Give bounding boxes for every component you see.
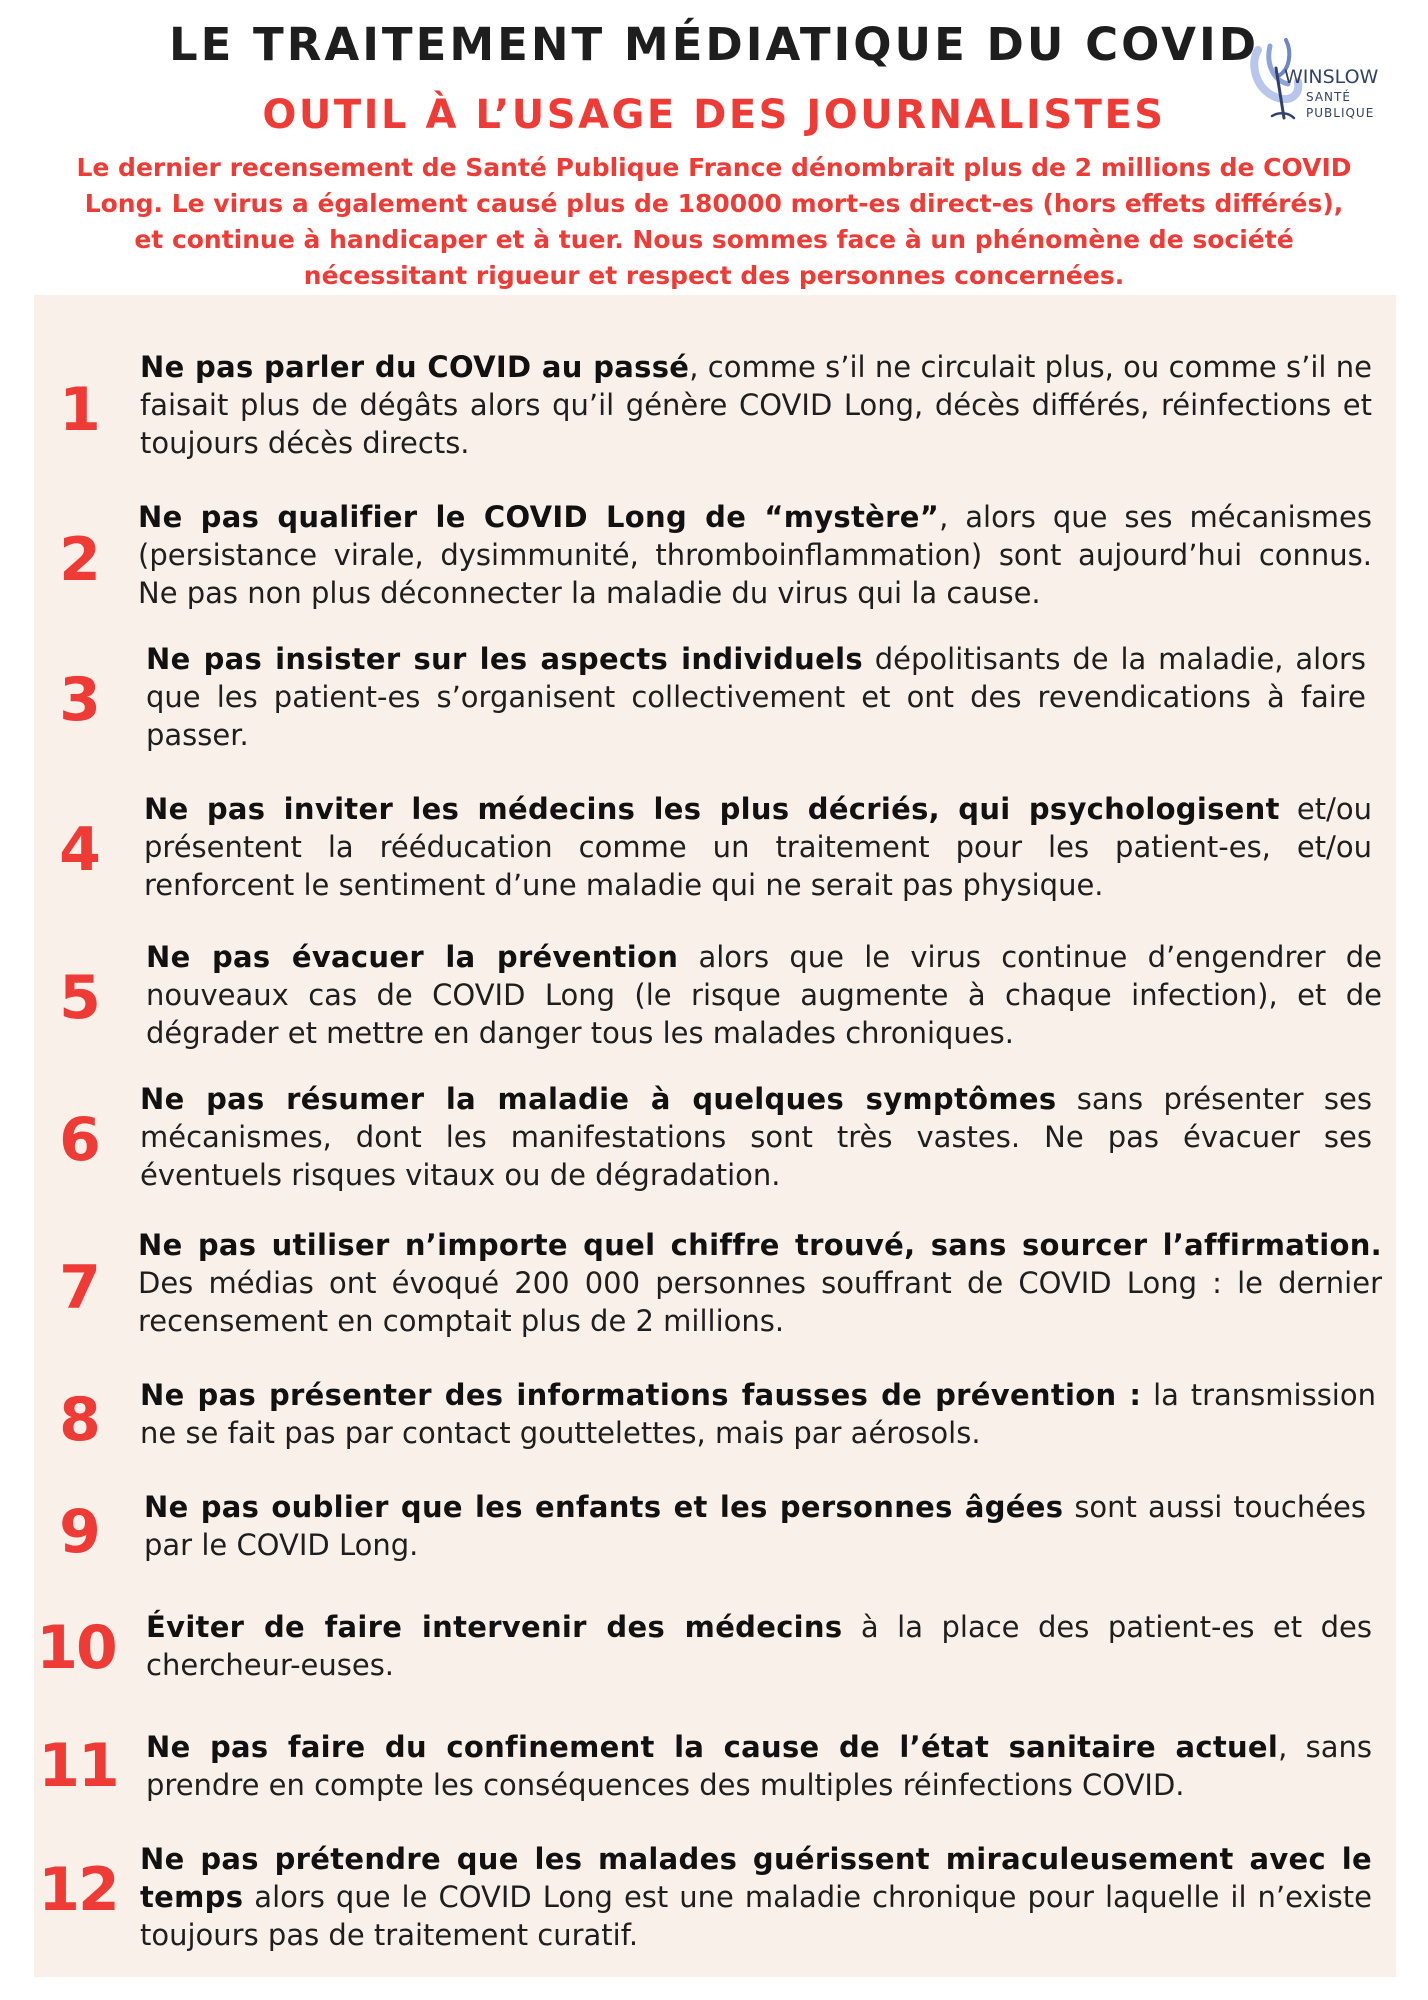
rule-number: 10 xyxy=(36,1613,116,1683)
rule-heading: Ne pas insister sur les aspects individuels xyxy=(146,642,863,676)
page-title: LE TRAITEMENT MÉDIATIQUE DU COVID xyxy=(168,18,1260,71)
logo-subline-1: SANTÉ xyxy=(1306,90,1351,104)
rule-detail: à la place des patient-es et des chercheur-euses. xyxy=(146,1610,1372,1682)
logo-name: WINSLOW xyxy=(1284,66,1379,88)
rule-number: 1 xyxy=(59,375,99,445)
rule-text xyxy=(140,1080,1372,1194)
rule-text xyxy=(144,1488,1366,1564)
rule-detail: et/ou présentent la rééducation comme un traitement pour les patient-es, et/ou renforcent le sentiment d’une maladie qui ne serait pas physique. xyxy=(144,792,1373,902)
rule-heading: Ne pas utiliser n’importe quel chiffre trouvé, sans sourcer l’affirmation. xyxy=(138,1228,1382,1262)
rule-number: 5 xyxy=(59,963,99,1033)
rule-number: 8 xyxy=(59,1385,99,1455)
rule-heading: Ne pas oublier que les enfants et les personnes âgées xyxy=(144,1490,1064,1524)
rule-detail: la transmission ne se fait pas par contact gouttelettes, mais par aérosols. xyxy=(140,1378,1376,1450)
rule-detail: , sans prendre en compte les conséquences des multiples réinfections COVID. xyxy=(146,1730,1373,1802)
rule-number: 9 xyxy=(59,1497,99,1567)
rule-number: 11 xyxy=(38,1731,118,1801)
rule-number: 4 xyxy=(59,815,99,885)
rule-detail: alors que le virus continue d’engendrer de nouveaux cas de COVID Long (le risque augmente à chaque infection), et de dégrader et mettre en danger tous les malades chroniques. xyxy=(146,940,1383,1050)
rule-number: 6 xyxy=(59,1105,99,1175)
rule-heading: Ne pas présenter des informations fausses de prévention : xyxy=(140,1378,1142,1412)
rule-text xyxy=(146,1728,1372,1804)
rule-detail: alors que le COVID Long est une maladie chronique pour laquelle il n’existe toujours pas de traitement curatif. xyxy=(140,1880,1372,1952)
rule-number: 12 xyxy=(38,1855,118,1925)
rule-detail: dépolitisants de la maladie, alors que les patient-es s’organisent collectivement et ont des revendications à faire passer. xyxy=(146,642,1366,752)
rule-text xyxy=(138,498,1372,612)
logo-subline-2: PUBLIQUE xyxy=(1306,106,1375,120)
rule-number: 7 xyxy=(59,1253,99,1323)
rule-heading: Ne pas prétendre que les malades guérissent miraculeusement avec le temps xyxy=(140,1842,1372,1914)
rule-heading: Ne pas résumer la maladie à quelques symptômes xyxy=(140,1082,1057,1116)
page-subtitle: OUTIL À L’USAGE DES JOURNALISTES xyxy=(262,92,1166,138)
rule-number: 2 xyxy=(59,525,99,595)
rule-heading: Ne pas parler du COVID au passé xyxy=(140,350,690,384)
rule-detail: , alors que ses mécanismes (persistance virale, dysimmunité, thromboinflammation) sont aujourd’hui connus. Ne pas non plus déconnecter la maladie du virus qui la cause. xyxy=(138,500,1373,610)
rule-detail: Des médias ont évoqué 200 000 personnes souffrant de COVID Long : le dernier recensement en comptait plus de 2 millions. xyxy=(138,1266,1382,1338)
rule-text xyxy=(146,938,1382,1052)
rule-heading: Ne pas évacuer la prévention xyxy=(146,940,679,974)
winslow-logo xyxy=(1248,32,1378,132)
rule-text xyxy=(138,1226,1382,1340)
rule-detail: , comme s’il ne circulait plus, ou comme s’il ne faisait plus de dégâts alors qu’il génère COVID Long, décès différés, réinfections et toujours décès directs. xyxy=(140,350,1372,460)
rule-text xyxy=(140,1376,1376,1452)
rule-text xyxy=(146,640,1366,754)
rule-text xyxy=(146,1608,1372,1684)
rule-text xyxy=(140,1840,1372,1954)
rule-detail: sont aussi touchées par le COVID Long. xyxy=(144,1490,1366,1562)
rule-heading: Éviter de faire intervenir des médecins xyxy=(146,1610,843,1644)
rule-text xyxy=(144,790,1372,904)
intro-paragraph: Le dernier recensement de Santé Publique France dénombrait plus de 2 millions de COVID Long. Le virus a également causé plus de 180000 mort-es direct-es (hors effets différés), et continue à handicaper et à tuer. Nous sommes face à un phénomène de société nécessitant rigueur et respect des personnes concernées. xyxy=(76,153,1352,290)
rule-detail: sans présenter ses mécanismes, dont les manifestations sont très vastes. Ne pas évacuer ses éventuels risques vitaux ou de dégradation. xyxy=(140,1082,1372,1192)
rule-number: 3 xyxy=(59,665,99,735)
rule-heading: Ne pas faire du confinement la cause de l’état sanitaire actuel xyxy=(146,1730,1279,1764)
rule-heading: Ne pas inviter les médecins les plus décriés, qui psychologisent xyxy=(144,792,1280,826)
rule-text xyxy=(140,348,1372,462)
rule-heading: Ne pas qualifier le COVID Long de “mystère” xyxy=(138,500,940,534)
